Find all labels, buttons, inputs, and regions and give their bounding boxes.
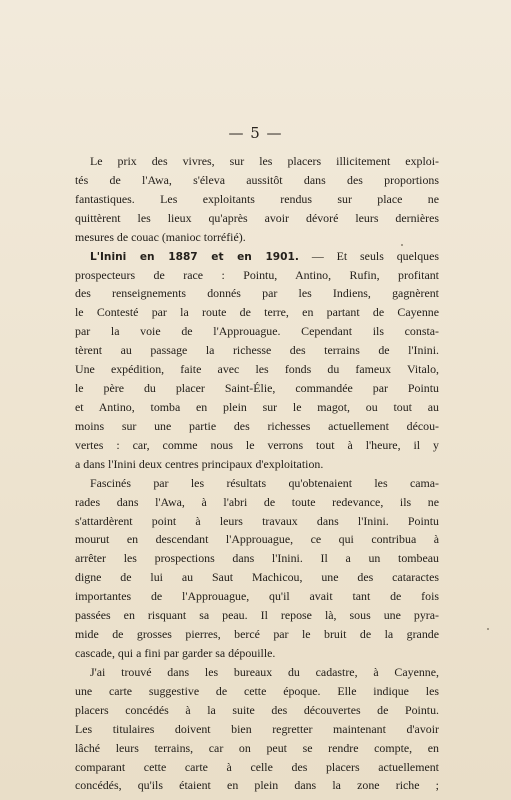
text-line: rades dans l'Awa, à l'abri de toute redevance, ils ne <box>75 494 439 509</box>
text-line: quittèrent les lieux qu'après avoir dévoré leurs dernières <box>75 210 439 225</box>
text-line: Le prix des vivres, sur les placers illicitement exploi- <box>90 154 439 168</box>
page-number: — 5 — <box>228 124 283 142</box>
text-line: par la voie de l'Approuague. Cependant ils consta- <box>75 324 439 339</box>
text-line: passées en risquant sa peau. Il repose là, sous une pyra- <box>75 608 439 623</box>
text-line-with-heading <box>75 247 439 266</box>
text-line: des renseignements donnés par les Indiens, gagnèrent <box>75 286 439 301</box>
text-line: le Contesté par la route de terre, en partant de Cayenne <box>75 305 439 320</box>
text-line: mesures de couac (manioc torréfié). <box>75 229 246 244</box>
text-line: mide de grosses pierres, bercé par le bruit de la grande <box>75 627 439 642</box>
section-heading: L'Inini en 1887 et en 1901. <box>90 250 299 263</box>
text-line: tés de l'Awa, s'éleva aussitôt dans des proportions <box>75 172 439 187</box>
text-line: comparant cette carte à celle des placers actuellement <box>75 759 439 774</box>
text-line: s'attardèrent point à leurs travaux dans l'Inini. Pointu <box>75 513 439 528</box>
text-line: a dans l'Inini deux centres principaux d'exploitation. <box>75 456 324 471</box>
paper-speck <box>401 244 403 246</box>
text-line: digne de lui au Saut Machicou, une des cataractes <box>75 570 439 585</box>
text-line: le père du placer Saint-Élie, commandée par Pointu <box>75 381 439 396</box>
text-line: mourut en descendant l'Approuague, ce qui contribua à <box>75 532 439 547</box>
text-line: Fascinés par les résultats qu'obtenaient les cama- <box>90 475 439 490</box>
text-line: cascade, qui a fini par garder sa dépouille. <box>75 645 276 660</box>
text-line: importantes de l'Approuague, qu'il avait tant de fois <box>75 589 439 604</box>
text-line: placers concédés à la suite des découvertes de Pointu. <box>75 702 439 717</box>
text-fragment: — Et seuls quelques <box>311 248 439 263</box>
text-line: Les titulaires doivent bien regretter maintenant d'avoir <box>75 721 439 736</box>
text-line: moins sur une partie des richesses actuellement décou- <box>75 418 439 433</box>
text-line: une carte suggestive de cette époque. Elle indique les <box>75 683 439 698</box>
text-line: fantastiques. Les exploitants rendus sur place ne <box>75 191 439 206</box>
text-line: concédés, qu'ils étaient en plein dans la zone riche ; <box>75 778 439 793</box>
text-line: prospecteurs de race : Pointu, Antino, Rufin, profitant <box>75 267 439 282</box>
body-text <box>75 152 439 795</box>
paper-speck <box>487 628 489 630</box>
text-line: lâché leurs terrains, car on peut se rendre compte, en <box>75 740 439 755</box>
text-line: et Antino, tomba en plein sur le magot, ou tout au <box>75 399 439 414</box>
text-line: vertes : car, comme nous le verrons tout à l'heure, il y <box>75 437 439 452</box>
text-line: tèrent au passage la richesse des terrains de l'Inini. <box>75 343 439 358</box>
text-line: arrêter les prospections dans l'Inini. Il a un tombeau <box>75 551 439 566</box>
text-line: J'ai trouvé dans les bureaux du cadastre, à Cayenne, <box>90 664 439 679</box>
text-line: Une expédition, faite avec les fonds du fameux Vitalo, <box>75 362 439 377</box>
